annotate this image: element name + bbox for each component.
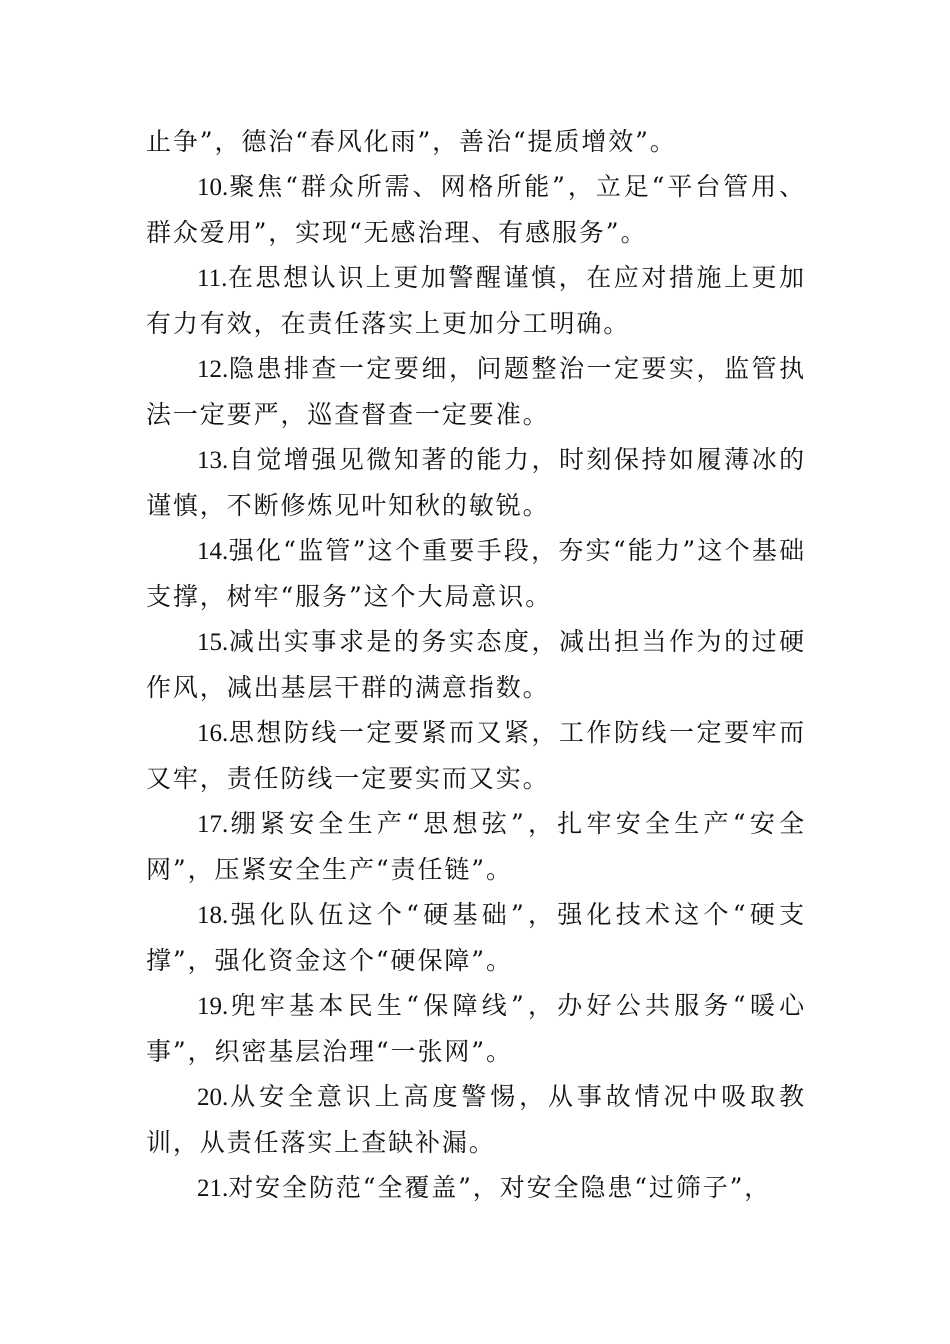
paragraph-number: 21. [197,1175,229,1202]
paragraph-10 [146,164,806,255]
paragraph-text: 减出实事求是的务实态度，减出担当作为的过硬作风，减出基层干群的满意指数。 [146,627,806,702]
paragraph-17 [146,801,806,892]
paragraph-12 [146,346,806,437]
paragraph-number: 18. [197,902,229,929]
paragraph-16 [146,710,806,801]
paragraph-19 [146,983,806,1074]
paragraph-number: 11. [197,265,228,292]
document-body [146,119,806,1211]
paragraph-text: 在思想认识上更加警醒谨慎，在应对措施上更加有力有效，在责任落实上更加分工明确。 [146,263,806,338]
paragraph-14 [146,528,806,619]
paragraph-text: 思想防线一定要紧而又紧，工作防线一定要牢而又牢，责任防线一定要实而又实。 [146,718,806,793]
paragraph-text: 从安全意识上高度警惕，从事故情况中吸取教训，从责任落实上查缺补漏。 [146,1082,806,1157]
paragraph-text: 聚焦“群众所需、网格所能”，立足“平台管用、群众爱用”，实现“无感治理、有感服务”。 [146,172,806,247]
paragraph-number: 12. [197,356,229,383]
paragraph-text: 自觉增强见微知著的能力，时刻保持如履薄冰的谨慎，不断修炼见叶知秋的敏锐。 [146,445,806,520]
paragraph-11 [146,255,806,346]
paragraph-number: 14. [197,538,229,565]
paragraph-number: 19. [197,993,229,1020]
paragraph-number: 16. [197,720,229,747]
paragraph-number: 20. [197,1084,229,1111]
paragraph-number: 13. [197,447,229,474]
paragraph-21 [146,1165,806,1211]
paragraph-continued [146,119,806,164]
paragraph-18 [146,892,806,983]
paragraph-text: 对安全防范“全覆盖”，对安全隐患“过筛子”， [228,1173,772,1202]
paragraph-15 [146,619,806,710]
paragraph-text: 强化队伍这个“硬基础”，强化技术这个“硬支撑”，强化资金这个“硬保障”。 [146,900,806,975]
paragraph-number: 10. [197,174,229,201]
paragraph-text: 强化“监管”这个重要手段，夯实“能力”这个基础支撑，树牢“服务”这个大局意识。 [146,536,806,611]
paragraph-text: 止争”，德治“春风化雨”，善治“提质增效”。 [146,127,677,156]
paragraph-13 [146,437,806,528]
paragraph-text: 兜牢基本民生“保障线”，办好公共服务“暖心事”，织密基层治理“一张网”。 [146,991,806,1066]
paragraph-text: 绷紧安全生产“思想弦”，扎牢安全生产“安全网”，压紧安全生产“责任链”。 [146,809,806,884]
paragraph-text: 隐患排查一定要细，问题整治一定要实，监管执法一定要严，巡查督查一定要准。 [146,354,806,429]
paragraph-number: 17. [197,811,229,838]
paragraph-number: 15. [197,629,229,656]
paragraph-20 [146,1074,806,1165]
